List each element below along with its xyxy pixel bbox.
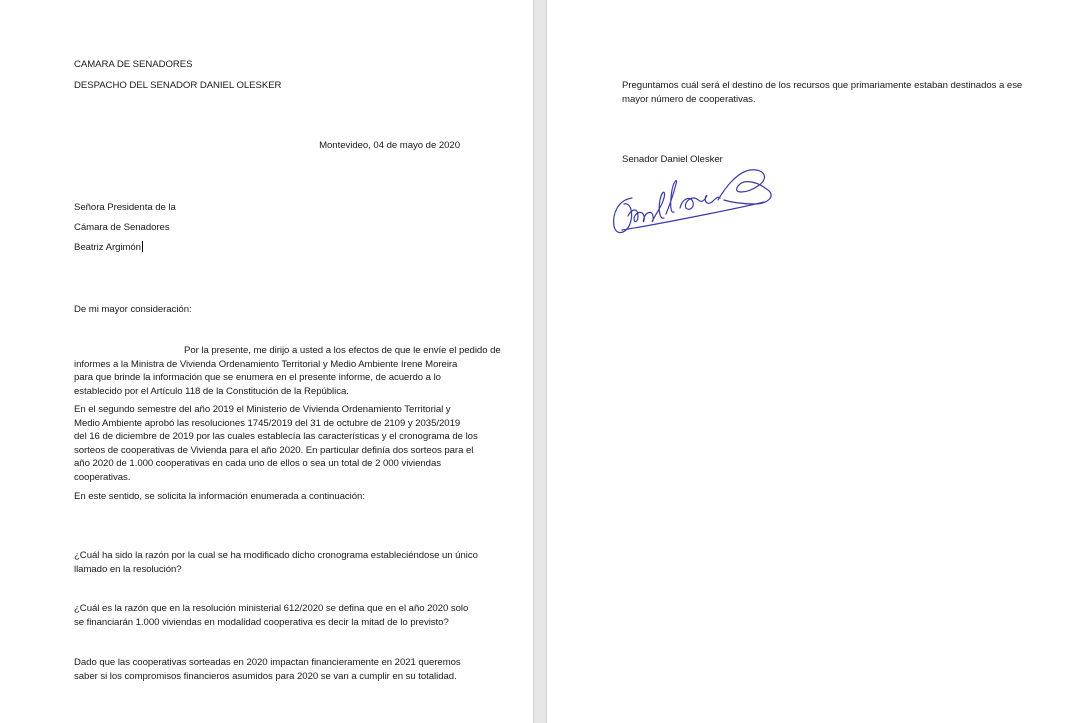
paragraph-line: sorteos de cooperativas de Vivienda para el año 2020. En particular definía dos sorteos para el bbox=[74, 444, 474, 456]
signature-stroke bbox=[614, 198, 632, 233]
paragraph-line: para que brinde la información que se enumera en el presente informe, de acuerdo a lo bbox=[74, 372, 441, 384]
signature-stroke bbox=[680, 195, 720, 209]
header-chamber: CAMARA DE SENADORES bbox=[74, 59, 193, 70]
recipient-line-1: Señora Presidenta de la bbox=[74, 202, 176, 213]
paragraph-line: En el segundo semestre del año 2019 el Ministerio de Vivienda Ordenamiento Territorial y bbox=[74, 404, 451, 415]
page-separator bbox=[533, 0, 547, 723]
recipient-line-2: Cámara de Senadores bbox=[74, 222, 170, 233]
paragraph-line: año 2020 de 1.000 cooperativas en cada uno de ellos o sea un total de 2 000 viviendas bbox=[74, 458, 441, 470]
text-cursor bbox=[142, 241, 143, 252]
question-line: llamado en la resolución? bbox=[74, 563, 182, 575]
signature-stroke bbox=[628, 192, 665, 221]
letter-date: Montevideo, 04 de mayo de 2020 bbox=[319, 140, 460, 151]
document-page-2 bbox=[547, 0, 1079, 723]
signatory-name: Senador Daniel Olesker bbox=[622, 154, 723, 165]
paragraph-line: establecido por el Artículo 118 de la Constitución de la República. bbox=[74, 385, 349, 397]
salutation: De mi mayor consideración: bbox=[74, 304, 192, 315]
paragraph-line: Por la presente, me dirijo a usted a los efectos de que le envíe el pedido de bbox=[184, 345, 501, 356]
document-page-1 bbox=[0, 0, 533, 723]
signature-stroke bbox=[718, 170, 771, 204]
recipient-name: Beatriz Argimón bbox=[74, 242, 141, 253]
question-line: ¿Cuál es la razón que en la resolución ministerial 612/2020 se defina que en el año 2020 solo bbox=[74, 603, 469, 614]
closing-line: Preguntamos cuál será el destino de los recursos que primariamente estaban destinados a ese bbox=[622, 80, 1023, 91]
paragraph-line: del 16 de diciembre de 2019 por las cuales establecía las características y el cronograma de los bbox=[74, 431, 478, 443]
handwritten-signature bbox=[608, 164, 778, 240]
question-line: ¿Cuál ha sido la razón por la cual se ha modificado dicho cronograma estableciéndose un único bbox=[74, 550, 478, 561]
questions-intro: En este sentido, se solicita la información enumerada a continuación: bbox=[74, 491, 365, 502]
question-line: saber si los compromisos financieros asumidos para 2020 se van a cumplir en su totalidad. bbox=[74, 670, 457, 682]
paragraph-line: Medio Ambiente aprobó las resoluciones 1745/2019 del 31 de octubre de 2109 y 2035/2019 bbox=[74, 417, 461, 429]
question-line: se financiarán 1.000 viviendas en modalidad cooperativa es decir la mitad de lo previsto? bbox=[74, 616, 449, 628]
question-line: Dado que las cooperativas sorteadas en 2020 impactan financieramente en 2021 queremos bbox=[74, 657, 461, 668]
recipient-line-3[interactable] bbox=[74, 241, 143, 255]
paragraph-line: informes a la Ministra de Vivienda Ordenamiento Territorial y Medio Ambiente Irene Moreira bbox=[74, 358, 458, 370]
paragraph-line: cooperativas. bbox=[74, 472, 131, 483]
closing-line: mayor número de cooperativas. bbox=[622, 93, 756, 105]
header-office: DESPACHO DEL SENADOR DANIEL OLESKER bbox=[74, 80, 282, 91]
signature-stroke bbox=[666, 181, 677, 214]
